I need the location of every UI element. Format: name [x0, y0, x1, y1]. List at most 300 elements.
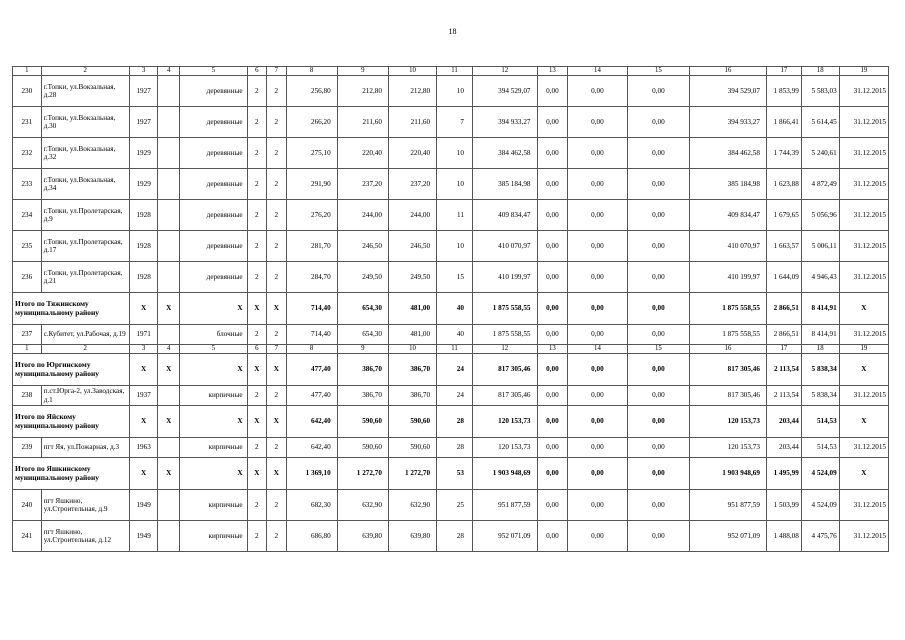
address-cell: г.Топки, ул.Пролетарская, д.17	[41, 231, 129, 262]
table-cell: 266,20	[286, 107, 337, 138]
table-cell	[158, 231, 180, 262]
table-cell: 211,60	[388, 107, 436, 138]
table-cell: 0,00	[537, 354, 568, 386]
table-cell: 2	[247, 262, 266, 293]
table-cell: 1928	[129, 262, 158, 293]
table-cell: 1 663,57	[766, 231, 801, 262]
table-cell: 2	[247, 386, 266, 406]
table-cell: 7	[437, 107, 473, 138]
table-cell: 817 305,46	[690, 354, 767, 386]
table-cell: 1949	[129, 490, 158, 521]
table-cell	[158, 138, 180, 169]
table-cell: 2 866,51	[766, 325, 801, 345]
table-row	[13, 521, 889, 552]
column-number: 7	[267, 67, 286, 76]
table-cell: 0,00	[627, 76, 689, 107]
table-cell: 31.12.2015	[839, 490, 888, 521]
table-cell: 590,60	[337, 406, 388, 438]
table-cell: деревянные	[180, 76, 248, 107]
table-cell: 281,70	[286, 231, 337, 262]
table-cell: 1 623,88	[766, 169, 801, 200]
address-cell: п.ст.Юрга-2, ул.Заводская, д.1	[41, 386, 129, 406]
table-cell: 1927	[129, 107, 158, 138]
table-cell: 2	[247, 438, 266, 458]
table-cell: X	[839, 406, 888, 438]
table-cell: 0,00	[627, 138, 689, 169]
table-cell: 0,00	[568, 438, 627, 458]
column-number: 13	[537, 345, 568, 354]
table-cell: 386,70	[337, 354, 388, 386]
table-cell: 817 305,46	[472, 354, 537, 386]
table-cell: 410 070,97	[690, 231, 767, 262]
table-cell: 1 875 558,55	[690, 325, 767, 345]
table-cell	[158, 107, 180, 138]
column-number: 4	[158, 67, 180, 76]
table-cell	[158, 262, 180, 293]
table-cell: 25	[437, 490, 473, 521]
table-cell: 1 272,70	[337, 458, 388, 490]
table-cell: 0,00	[537, 406, 568, 438]
table-cell	[158, 438, 180, 458]
table-cell: 236	[13, 262, 42, 293]
table-cell: 384 462,58	[472, 138, 537, 169]
table-cell: 0,00	[537, 200, 568, 231]
subtotal-row	[13, 293, 889, 325]
table-cell: 1 679,65	[766, 200, 801, 231]
table-cell: 5 838,34	[801, 354, 839, 386]
table-cell: 632,90	[388, 490, 436, 521]
table-cell: 28	[437, 406, 473, 438]
table-cell: X	[129, 354, 158, 386]
column-number: 12	[472, 67, 537, 76]
table-cell: 249,50	[337, 262, 388, 293]
column-number: 10	[388, 345, 436, 354]
table-cell: 5 838,34	[801, 386, 839, 406]
table-cell: 0,00	[627, 438, 689, 458]
table-cell: 4 475,76	[801, 521, 839, 552]
table-cell: 2	[267, 386, 286, 406]
column-number: 15	[627, 67, 689, 76]
table-cell: 0,00	[568, 386, 627, 406]
table-cell: 2	[267, 490, 286, 521]
table-cell: 0,00	[568, 354, 627, 386]
column-number: 18	[801, 67, 839, 76]
table-cell: 284,70	[286, 262, 337, 293]
table-cell: 0,00	[568, 138, 627, 169]
table-cell: 232	[13, 138, 42, 169]
table-cell: 237,20	[337, 169, 388, 200]
table-cell: 0,00	[627, 386, 689, 406]
table-cell: 234	[13, 200, 42, 231]
table-cell: 10	[437, 138, 473, 169]
table-cell: 1928	[129, 200, 158, 231]
table-cell: 2 113,54	[766, 386, 801, 406]
table-cell: 28	[437, 521, 473, 552]
table-cell: 4 946,43	[801, 262, 839, 293]
table-cell: X	[180, 293, 248, 325]
table-cell: 211,60	[337, 107, 388, 138]
column-number: 16	[690, 67, 767, 76]
table-row	[13, 76, 889, 107]
table-cell	[158, 325, 180, 345]
column-number: 15	[627, 345, 689, 354]
table-cell: 0,00	[568, 200, 627, 231]
table-cell: 817 305,46	[472, 386, 537, 406]
table-cell: 385 184,98	[690, 169, 767, 200]
table-cell: деревянные	[180, 200, 248, 231]
table-cell	[158, 76, 180, 107]
table-cell: 10	[437, 76, 473, 107]
table-cell: 1928	[129, 231, 158, 262]
table-cell: 212,80	[337, 76, 388, 107]
table-cell: X	[158, 354, 180, 386]
table-cell: блочные	[180, 325, 248, 345]
subtotal-label: Итого по Тяжинскому муниципальному району	[13, 293, 130, 325]
table-cell: 0,00	[627, 293, 689, 325]
column-number: 19	[839, 67, 888, 76]
table-cell: 238	[13, 386, 42, 406]
column-number: 18	[801, 345, 839, 354]
table-cell: 2	[247, 231, 266, 262]
column-number: 6	[247, 345, 266, 354]
table-cell: 2	[247, 107, 266, 138]
table-cell: 31.12.2015	[839, 521, 888, 552]
subtotal-label: Итого по Яйскому муниципальному району	[13, 406, 130, 438]
table-cell: 654,30	[337, 293, 388, 325]
table-cell: 31.12.2015	[839, 200, 888, 231]
table-cell: X	[129, 458, 158, 490]
table-cell: 0,00	[537, 231, 568, 262]
table-cell: 2	[247, 138, 266, 169]
table-cell: 203,44	[766, 438, 801, 458]
table-cell: 24	[437, 386, 473, 406]
table-cell: 0,00	[537, 438, 568, 458]
table-cell: X	[839, 458, 888, 490]
table-cell: 0,00	[568, 406, 627, 438]
table-cell: 233	[13, 169, 42, 200]
table-cell: 244,00	[388, 200, 436, 231]
table-row	[13, 262, 889, 293]
table-cell: 0,00	[537, 262, 568, 293]
table-cell: 642,40	[286, 438, 337, 458]
table-row	[13, 138, 889, 169]
table-cell: 1 744,39	[766, 138, 801, 169]
table-cell: 686,80	[286, 521, 337, 552]
table-cell: 1 853,99	[766, 76, 801, 107]
table-cell: 386,70	[337, 386, 388, 406]
table-cell: 394 529,07	[472, 76, 537, 107]
table-cell: 0,00	[537, 386, 568, 406]
table-cell: 53	[437, 458, 473, 490]
column-number: 17	[766, 67, 801, 76]
table-cell: 2	[247, 325, 266, 345]
table-cell	[158, 490, 180, 521]
table-cell: 1 875 558,55	[472, 293, 537, 325]
table-cell: 31.12.2015	[839, 107, 888, 138]
table-cell: 120 153,73	[690, 406, 767, 438]
subtotal-row	[13, 354, 889, 386]
column-number: 17	[766, 345, 801, 354]
page-number: 18	[448, 27, 457, 36]
table-cell: 244,00	[337, 200, 388, 231]
table-cell: 410 199,97	[472, 262, 537, 293]
column-number: 11	[437, 67, 473, 76]
table-cell: 5 240,61	[801, 138, 839, 169]
table-cell: кирпичные	[180, 438, 248, 458]
address-cell: г.Топки, ул.Вокзальная, д.30	[41, 107, 129, 138]
table-cell: X	[158, 458, 180, 490]
table-cell: 1949	[129, 521, 158, 552]
table-cell: 2	[247, 200, 266, 231]
table-cell: 632,90	[337, 490, 388, 521]
table-row	[13, 200, 889, 231]
table-cell: 120 153,73	[472, 438, 537, 458]
table-cell: 1 644,09	[766, 262, 801, 293]
table-cell: 31.12.2015	[839, 231, 888, 262]
column-number: 3	[129, 345, 158, 354]
table-cell: 0,00	[627, 521, 689, 552]
column-number: 16	[690, 345, 767, 354]
table-cell: 384 462,58	[690, 138, 767, 169]
table-cell: 951 877,59	[472, 490, 537, 521]
table-cell: 481,00	[388, 325, 436, 345]
column-number: 11	[437, 345, 473, 354]
column-number-row	[13, 345, 889, 354]
table-cell: X	[839, 354, 888, 386]
subtotal-row	[13, 406, 889, 438]
table-cell: деревянные	[180, 107, 248, 138]
table-cell: 0,00	[627, 458, 689, 490]
table-cell: 394 529,07	[690, 76, 767, 107]
column-number: 4	[158, 345, 180, 354]
table-cell: 246,50	[337, 231, 388, 262]
table-cell: 1 903 948,69	[690, 458, 767, 490]
table-cell: кирпичные	[180, 386, 248, 406]
table-cell: 2	[267, 438, 286, 458]
table-cell: 817 305,46	[690, 386, 767, 406]
column-number: 10	[388, 67, 436, 76]
address-cell: пгт Яя, ул.Пожарная, д.3	[41, 438, 129, 458]
column-number: 6	[247, 67, 266, 76]
table-cell: 1 875 558,55	[690, 293, 767, 325]
table-cell: 212,80	[388, 76, 436, 107]
address-cell: г.Топки, ул.Вокзальная, д.32	[41, 138, 129, 169]
table-cell: 11	[437, 200, 473, 231]
table-cell: 1 369,10	[286, 458, 337, 490]
column-number: 9	[337, 345, 388, 354]
table-cell: 0,00	[627, 231, 689, 262]
table-cell: 0,00	[537, 490, 568, 521]
table-cell: 0,00	[627, 354, 689, 386]
table-cell: 2	[247, 76, 266, 107]
table-cell: 235	[13, 231, 42, 262]
column-number: 19	[839, 345, 888, 354]
address-cell: с.Кубитет, ул.Рабочая, д.19	[41, 325, 129, 345]
table-cell: 8 414,91	[801, 293, 839, 325]
table-cell: X	[158, 293, 180, 325]
table-cell: 1927	[129, 76, 158, 107]
table-cell: 2	[267, 521, 286, 552]
table-cell: 291,90	[286, 169, 337, 200]
table-cell: 31.12.2015	[839, 262, 888, 293]
table-cell: 31.12.2015	[839, 438, 888, 458]
table-cell: 120 153,73	[472, 406, 537, 438]
table-cell: 0,00	[568, 76, 627, 107]
table-cell: 4 872,49	[801, 169, 839, 200]
table-cell: 5 006,11	[801, 231, 839, 262]
address-cell: г.Топки, ул.Пролетарская, д.9	[41, 200, 129, 231]
table-cell: X	[180, 354, 248, 386]
table-cell: X	[158, 406, 180, 438]
table-cell: 276,20	[286, 200, 337, 231]
table-cell	[158, 521, 180, 552]
table-cell: 477,40	[286, 386, 337, 406]
table-cell: 0,00	[627, 406, 689, 438]
table-cell: 220,40	[337, 138, 388, 169]
table-cell: 0,00	[537, 138, 568, 169]
column-number: 5	[180, 67, 248, 76]
address-cell: пгт Яшкино, ул.Строительная, д.9	[41, 490, 129, 521]
table-cell: 24	[437, 354, 473, 386]
table-cell: 241	[13, 521, 42, 552]
table-cell: 240	[13, 490, 42, 521]
table-cell: X	[267, 354, 286, 386]
table-cell: 1 866,41	[766, 107, 801, 138]
table-cell: 237	[13, 325, 42, 345]
table-cell: 5 583,03	[801, 76, 839, 107]
table-cell: 477,40	[286, 354, 337, 386]
table-cell: 2	[247, 169, 266, 200]
table-row	[13, 231, 889, 262]
table-cell: 0,00	[568, 521, 627, 552]
table-cell: 642,40	[286, 406, 337, 438]
table-cell: деревянные	[180, 231, 248, 262]
table-cell: 2 113,54	[766, 354, 801, 386]
table-cell: 249,50	[388, 262, 436, 293]
column-number: 3	[129, 67, 158, 76]
table-cell: 1 503,99	[766, 490, 801, 521]
table-cell	[158, 169, 180, 200]
table-cell: 394 933,27	[690, 107, 767, 138]
column-number: 14	[568, 345, 627, 354]
table-cell: 40	[437, 293, 473, 325]
table-cell: 2	[247, 521, 266, 552]
table-cell: 2	[267, 262, 286, 293]
table-cell: X	[839, 293, 888, 325]
table-cell: 0,00	[537, 169, 568, 200]
table-cell: 2	[247, 490, 266, 521]
table-cell: 394 933,27	[472, 107, 537, 138]
table-cell: 1 903 948,69	[472, 458, 537, 490]
table-cell: 1 488,08	[766, 521, 801, 552]
table-cell: 10	[437, 231, 473, 262]
table-cell: 952 071,09	[472, 521, 537, 552]
table-cell: 31.12.2015	[839, 386, 888, 406]
column-number: 2	[41, 67, 129, 76]
table-cell: 410 199,97	[690, 262, 767, 293]
table-cell: 275,10	[286, 138, 337, 169]
address-cell: г.Топки, ул.Вокзальная, д.28	[41, 76, 129, 107]
address-cell: г.Топки, ул.Пролетарская, д.21	[41, 262, 129, 293]
table-cell: 0,00	[537, 107, 568, 138]
column-number: 13	[537, 67, 568, 76]
table-cell	[158, 386, 180, 406]
subtotal-label: Итого по Яшкинскому муниципальному району	[13, 458, 130, 490]
table-cell: 590,60	[388, 438, 436, 458]
table-cell: 0,00	[537, 521, 568, 552]
table-cell: 410 070,97	[472, 231, 537, 262]
table-cell: 409 834,47	[472, 200, 537, 231]
column-number: 8	[286, 345, 337, 354]
table-cell: 1963	[129, 438, 158, 458]
table-cell: 409 834,47	[690, 200, 767, 231]
table-cell: X	[129, 293, 158, 325]
table-cell: 0,00	[568, 490, 627, 521]
table-row	[13, 169, 889, 200]
table-cell: 2	[267, 231, 286, 262]
table-cell: 0,00	[627, 325, 689, 345]
table-cell: 0,00	[568, 231, 627, 262]
table-cell: 0,00	[627, 107, 689, 138]
table-cell: X	[267, 406, 286, 438]
table-cell: 951 877,59	[690, 490, 767, 521]
table-cell: 639,80	[337, 521, 388, 552]
table-cell: 4 524,09	[801, 458, 839, 490]
table-cell: 0,00	[537, 325, 568, 345]
table-cell: 952 071,09	[690, 521, 767, 552]
subtotal-label: Итого по Юргинскому муниципальному району	[13, 354, 130, 386]
table-row	[13, 438, 889, 458]
table-cell: 203,44	[766, 406, 801, 438]
table-row	[13, 325, 889, 345]
table-row	[13, 107, 889, 138]
table-cell: 590,60	[388, 406, 436, 438]
table-cell: 0,00	[568, 262, 627, 293]
table-cell: 0,00	[537, 458, 568, 490]
column-number: 14	[568, 67, 627, 76]
table-cell: 40	[437, 325, 473, 345]
table-cell: 0,00	[627, 169, 689, 200]
table-cell: 120 153,73	[690, 438, 767, 458]
column-number: 5	[180, 345, 248, 354]
table-cell: 8 414,91	[801, 325, 839, 345]
table-cell: 514,53	[801, 438, 839, 458]
table-cell: 639,80	[388, 521, 436, 552]
column-number-row	[13, 67, 889, 76]
table-row	[13, 386, 889, 406]
table-cell: 2	[267, 138, 286, 169]
table-cell: кирпичные	[180, 490, 248, 521]
table-cell: деревянные	[180, 262, 248, 293]
table-cell: 220,40	[388, 138, 436, 169]
table-cell: 0,00	[568, 325, 627, 345]
table-cell: 239	[13, 438, 42, 458]
column-number: 8	[286, 67, 337, 76]
table-cell: 1929	[129, 169, 158, 200]
table-cell: 4 524,09	[801, 490, 839, 521]
housing-table	[12, 66, 889, 552]
table-cell: X	[247, 293, 266, 325]
column-number: 7	[267, 345, 286, 354]
table-cell: 256,80	[286, 76, 337, 107]
table-cell: 714,40	[286, 325, 337, 345]
table-cell: 0,00	[568, 293, 627, 325]
table-cell: 590,60	[337, 438, 388, 458]
table-cell: 237,20	[388, 169, 436, 200]
address-cell: пгт Яшкино, ул.Строительная, д.12	[41, 521, 129, 552]
table-row	[13, 490, 889, 521]
table-cell: 28	[437, 438, 473, 458]
